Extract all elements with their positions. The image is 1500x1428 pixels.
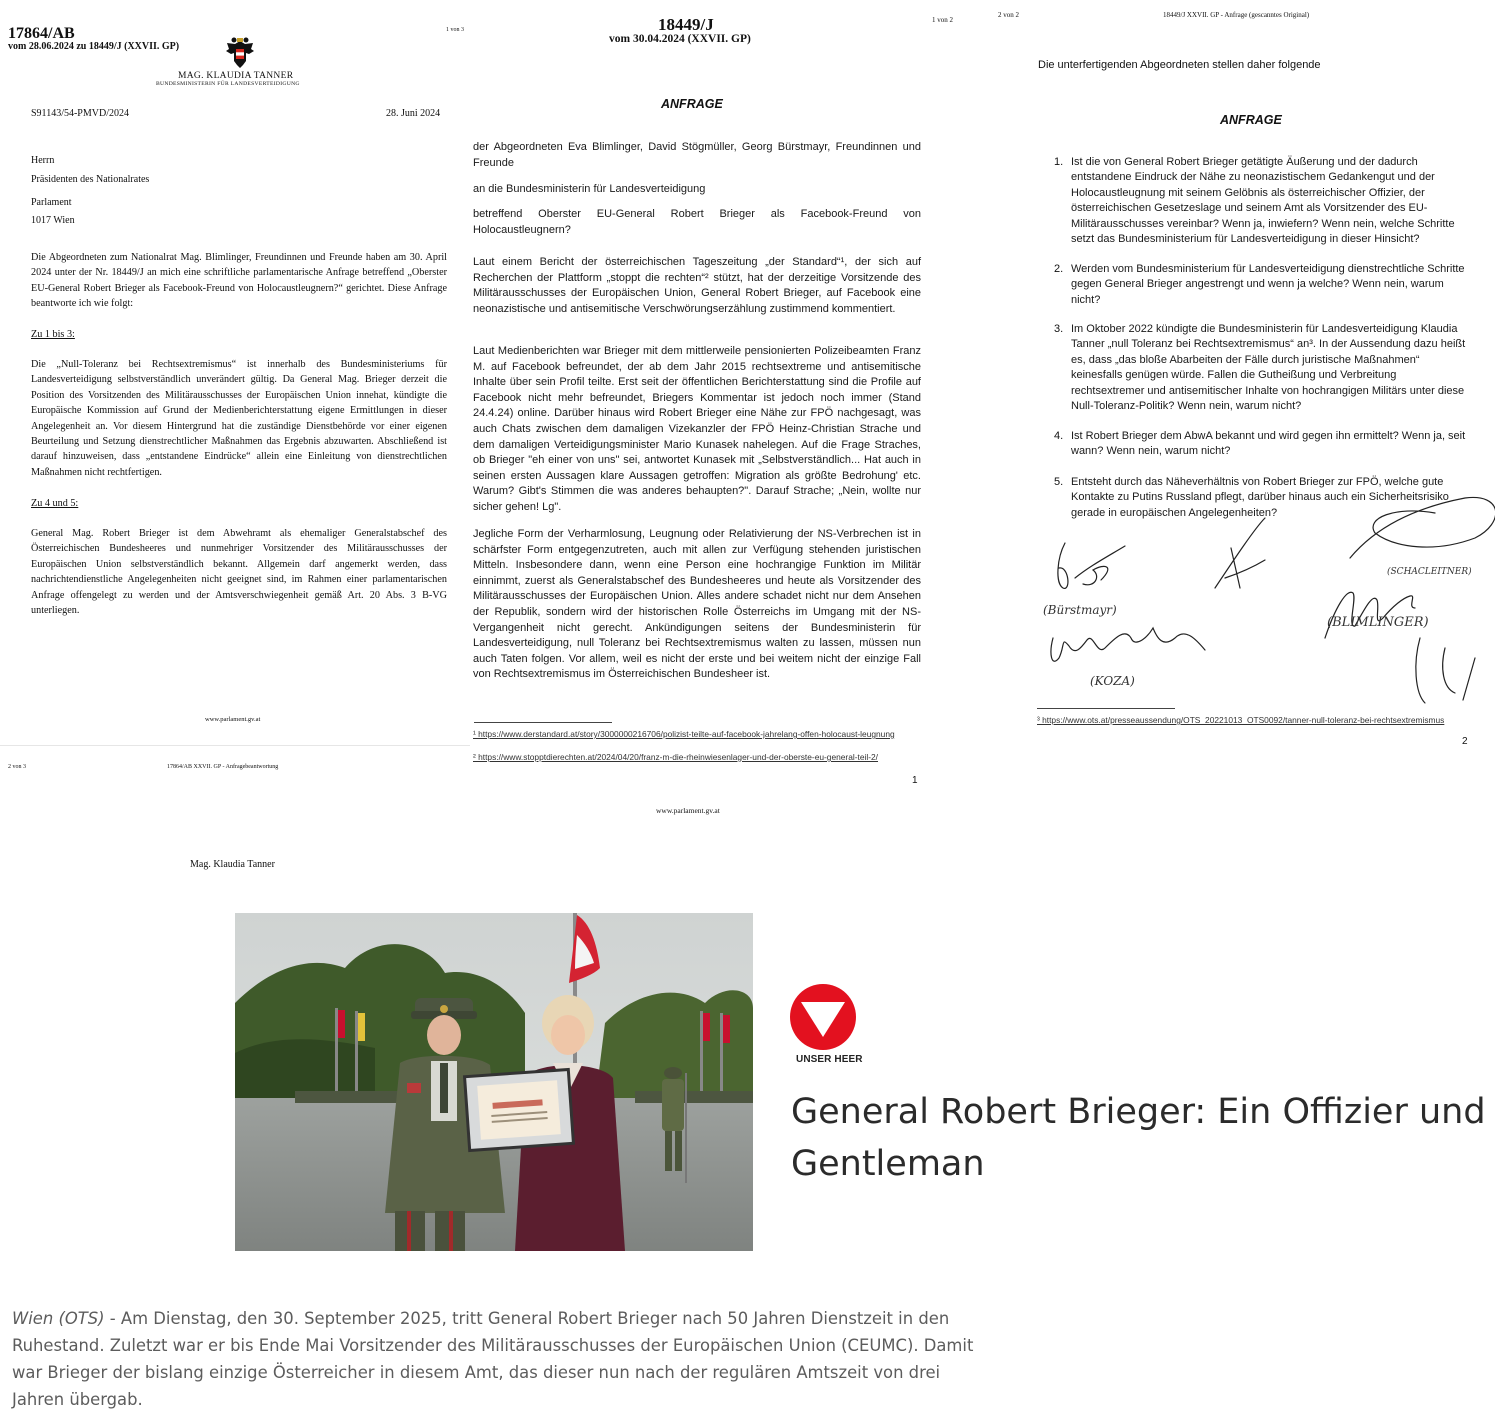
lead-text: - Am Dienstag, den 30. September 2025, tritt General Robert Brieger nach 50 Jahren Dienstzeit in den Ruhestand. Zuletzt war er bis Ende Mai Vorsitzender des Militärausschusses der Europäischen Union (CEUMC). Damit war Brieger der bislang einzige Österreicher in diesem Amt, das dieser nun nach der regulären Amtszeit von drei Jahren übergab.	[12, 1309, 974, 1409]
answer-signature: Mag. Klaudia Tanner	[190, 859, 275, 870]
section-1-text: Die „Null-Toleranz bei Rechtsextremismus“ ist innerhalb des Bundesministeriums für Landesverteidigung selbstverständlich unverändert gültig. Da General Mag. Brieger derzeit die Position des Vorsitzenden des Militärausschusses der Europäischen Union innehat, kündigte die Europäische Kommission auf Grund der Medienberichterstattung eigene Ermittlungen in dieser Angelegenheit an. Vor diesem Hintergrund hat die zuständige Dienstbehörde vor einer eigenen Beurteilung und Setzung dienstrechtlicher Maßnahmen das Ergebnis abzuwarten. Abschließend ist darauf hinzuweisen, dass „entstandene Eindrücke“ allein eine Einleitung von dienstrechtlichen Maßnahmen nicht rechtfertigen.	[31, 359, 447, 478]
answer-intro: Die Abgeordneten zum Nationalrat Mag. Blimlinger, Freundinnen und Freunde haben am 30. April 2024 unter der Nr. 18449/J an mich eine schriftliche parlamentarische Anfrage betreffend „Oberster EU-General Robert Brieger als Facebook-Freund von Holocaustleugnern?“ gerichtet. Diese Anfrage beantworte ich wie folgt:	[31, 252, 447, 310]
answer-doc-number: 17864/AB	[8, 25, 75, 42]
question-1-text: Ist die von General Robert Brieger getätigte Äußerung und der dadurch entstandene Eindruck der Nähe zu neonazistischem Gedankengut und der Holocaustleugnung mit seinem Gelöbnis als österreichischer Offizier, der österreichischen Gesetzeslage und seinem Amt als Vorsitzender des EU-Militärausschusses vereinbar? Wenn ja, inwiefern? Wenn nein, welche Schritte setzt das Bundesministerium für Landesverteidigung in dieser Hinsicht?	[1071, 156, 1455, 246]
inquiry-doc-subtitle: vom 30.04.2024 (XXVII. GP)	[609, 33, 751, 45]
footnote-3-link[interactable]: ³ https://www.ots.at/presseaussendung/OTS_20221013_OTS0092/tanner-null-toleranz-bei-rechtsextremismus	[1037, 715, 1445, 725]
inquiry-p2-header-page: 2 von 2	[998, 11, 1019, 19]
inquiry-p2-title: ANFRAGE	[1220, 113, 1282, 127]
inquiry-title: ANFRAGE	[661, 97, 723, 111]
section-2-title: Zu 4 und 5:	[31, 498, 79, 509]
inquiry-paragraph-1: Laut einem Bericht der österreichischen Tageszeitung „der Standard“¹, der sich auf Recherchen der Plattform „stoppt die rechten“² stützt, hat der derzeitige Vorsitzende des Militärausschusses der Europäischen Union, General Robert Brieger, auf Facebook eine neonazistische und antisemitische Verschwörungserzählung zustimmend kommentiert.	[473, 256, 921, 315]
inquiry-addressee: an die Bundesministerin für Landesverteidigung	[473, 183, 706, 195]
inquiry-paragraph-3: Jegliche Form der Verharmlosung, Leugnung oder Relativierung der NS-Verbrechen ist in schärfster Form entgegenzutreten, auch mit allen zur Verfügung stehenden juristischen Mitteln. Insbesondere dann, wenn eine Person eine hochrangige Funktion im Militär einnimmt, zuerst als Generalstabschef des Bundesheeres und heute als Vorsitzender des Militärausschusses der Europäischen Union. Alles andere schadet nicht nur dem Ansehen der Republik, sondern wird der historischen Rolle Österreichs im Umgang mit der NS-Vergangenheit nicht gerecht. Ankündigungen seitens der Bundesministerin für Landesverteidigung, null Toleranz bei Rechtsextremismus walten zu lassen, müssen nun auch Taten folgen. Vor allem, weil es nicht der erste und bei weitem nicht der einzige Fall von Rechtsextremismus im Österreichischen Bundesheer ist.	[473, 528, 921, 681]
answer-next-header: 17864/AB XXVII. GP - Anfragebeantwortung	[167, 764, 279, 770]
signature-label-schallmeiner: (SCHACLEITNER)	[1387, 567, 1472, 577]
signature-label-blimlinger: (BLIMLINGER)	[1327, 615, 1429, 630]
austrian-eagle-icon	[224, 35, 256, 69]
inquiry-p2-page-number: 2	[1462, 736, 1468, 747]
unser-heer-logo	[789, 983, 857, 1053]
question-4-number: 4.	[1054, 430, 1064, 442]
inquiry-paragraph-2: Laut Medienberichten war Brieger mit dem mittlerweile pensionierten Polizeibeamten Franz M. auf Facebook befreundet, der ab dem Jahr 2015 rechtsextreme und antisemitische Inhalte über sein Profil teilte. Erst seit der öffentlichen Berichterstattung sind die Profile auf Facebook nicht mehr befreundet, Briegers Kommentar ist jedoch noch immer (Stand 24.4.24) online. Darüber hinaus wird Robert Brieger eine Nähe zur FPÖ nachgesagt, was auch Chats zwischen dem damaligen Vizekanzler der FPÖ Heinz-Christian Strache und dem damaligen Verteidigungsminister Mario Kunasek nahelegen. Auf die Frage Straches, ob Brieger "eh einer von uns" sei, antwortet Kunasek mit „Selbstverständlich... Hat auch in seinen ersten Aussagen klare Aussagen getroffen: Migration als größte Bedrohung' etc. Warum? Gibt's Stimmen die was anderes behaupten?". Darauf Strache; „Nein, wollte nur sicher gehen! Lg".	[473, 345, 921, 513]
answer-footer-url[interactable]: www.parlament.gv.at	[205, 716, 261, 723]
address-line-3: Parlament	[31, 197, 72, 208]
inquiry-subject: betreffend Oberster EU-General Robert Brieger als Facebook-Freund von Holocaustleugnern?	[473, 208, 921, 236]
reference-number: S91143/54-PMVD/2024	[31, 108, 129, 119]
answer-doc-subtitle: vom 28.06.2024 zu 18449/J (XXVII. GP)	[8, 41, 180, 52]
inquiry-p2-header-doc: 18449/J XXVII. GP - Anfrage (gescanntes Original)	[1163, 11, 1310, 19]
address-line-2: Präsidenten des Nationalrates	[31, 174, 150, 185]
letter-date: 28. Juni 2024	[386, 108, 441, 119]
question-3-text: Im Oktober 2022 kündigte die Bundesministerin für Landesverteidigung Klaudia Tanner „null Toleranz bei Rechtsextremismus“ an³. In der Aussendung dazu heißt es, dass „das bloße Abarbeiten der Fälle durch juristische Maßnahmen“ keinesfalls genügen würde. Fallen die Gutheißung und Verbreitung rechtsextremer und antisemitischer Inhalte von hochrangigen Militärs unter diese Null-Toleranz-Politik? Wenn nein, warum nicht?	[1071, 323, 1466, 413]
question-4-text: Ist Robert Brieger dem AbwA bekannt und wird gegen ihn ermittelt? Wenn ja, seit wann? Wenn nein, warum nicht?	[1071, 430, 1466, 458]
footnote-2-link[interactable]: ² https://www.stoppt​dierechten.at/2024/04/20/franz-m-die-rheinwiesenlager-und-der-oberste-eu-general-teil-2/	[473, 752, 879, 762]
inquiry-page-2	[985, 0, 1500, 760]
answer-page-1	[0, 0, 470, 740]
inquiry-page-number: 1	[912, 775, 918, 786]
address-line-4: 1017 Wien	[31, 215, 75, 226]
section-2-text: General Mag. Robert Brieger ist dem Abwehramt als ehemaliger Generalstabschef des Österreichischen Bundesheeres und nunmehriger Vorsitzender des Militärausschusses der Europäischen Union selbstverständlich bekannt. Allgemein darf angemerkt werden, dass nachrichtendienstliche Angelegenheiten nicht geeignet sind, im Rahmen einer parlamentarischen Anfrage offengelegt zu werden und der Amtsverschwiegenheit gemäß Art. 20 Abs. 3 B-VG unterliegen.	[31, 528, 447, 617]
question-3-number: 3.	[1054, 323, 1064, 335]
inquiry-header-page: 1 von 2	[932, 16, 953, 24]
signature-label-koza: (KOZA)	[1090, 674, 1135, 688]
inquiry-footer-url[interactable]: www.parlament.gv.at	[656, 806, 720, 815]
article-headline: General Robert Brieger: Ein Offizier und Gentleman	[791, 1092, 1486, 1184]
footnote-1-link[interactable]: ¹ https://www.derstandard.at/story/3000000216706/polizist-teilte-auf-facebook-jahrelang-offen-holocaust-leugnung	[473, 729, 895, 739]
logo-text: UNSER HEER	[796, 1054, 863, 1065]
question-2-text: Werden vom Bundesministerium für Landesverteidigung dienstrechtliche Schritte gegen General Brieger angestrengt und wenn ja welche? Wenn nein, warum nicht?	[1071, 263, 1465, 306]
inquiry-page-1	[470, 0, 965, 820]
article-lead	[12, 1305, 987, 1413]
inquiry-authors: der Abgeordneten Eva Blimlinger, David Stögmüller, Georg Bürstmayr, Freundinnen und Freunde	[473, 141, 921, 169]
question-1-number: 1.	[1054, 156, 1064, 168]
inquiry-doc-number: 18449/J	[658, 15, 714, 34]
question-5-text: Entsteht durch das Näheverhältnis von Robert Brieger zur FPÖ, welche gute Kontakte zu Putins Russland pflegt, darüber hinaus auch ein Sicherheitsrisiko gerade in europäischen Angelegenheiten?	[1071, 476, 1449, 519]
section-1-title: Zu 1 bis 3:	[31, 329, 75, 340]
inquiry-p2-intro: Die unterfertigenden Abgeordneten stellen daher folgende	[1038, 59, 1321, 71]
question-5-number: 5.	[1054, 476, 1064, 488]
signature-label-buerstmayr: (Bürstmayr)	[1043, 603, 1117, 617]
footnote-divider	[474, 722, 612, 723]
address-line-1: Herrn	[31, 155, 55, 166]
minister-name: MAG. KLAUDIA TANNER	[178, 71, 294, 81]
lead-place: Wien (OTS)	[12, 1309, 105, 1328]
handwritten-signatures	[1035, 488, 1495, 713]
question-2-number: 2.	[1054, 263, 1064, 275]
footnote-3-divider	[1037, 708, 1175, 709]
ministry-name: BUNDESMINISTERIN FÜR LANDESVERTEIDIGUNG	[156, 81, 300, 87]
answer-next-page: 2 von 3	[8, 764, 26, 770]
answer-page-2-strip	[0, 745, 470, 885]
answer-header-page: 1 von 3	[446, 27, 464, 33]
article-photo	[235, 913, 753, 1251]
